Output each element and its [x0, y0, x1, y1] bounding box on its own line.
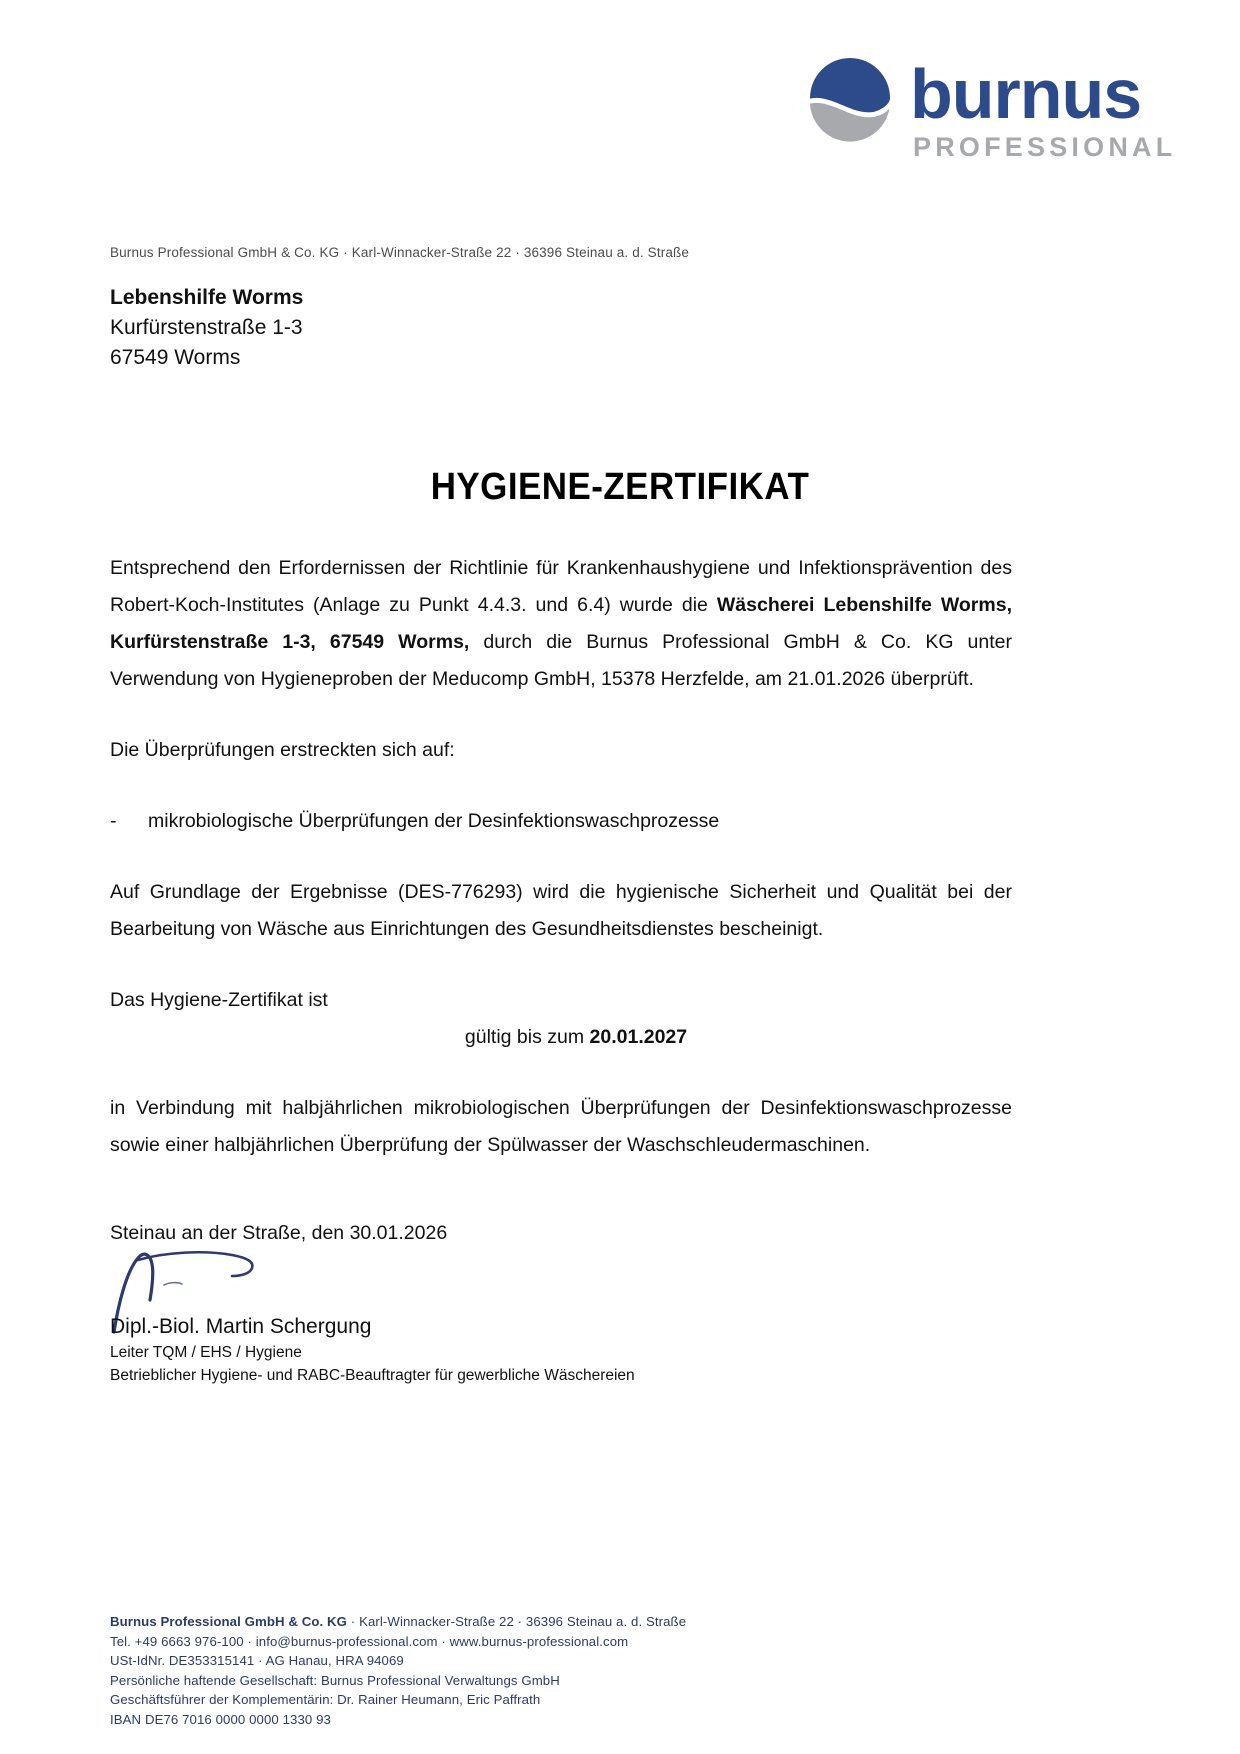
- footer-line-company: [110, 1612, 686, 1632]
- scope-list-item: [110, 803, 1012, 840]
- place-and-date: Steinau an der Straße, den 30.01.2026: [110, 1222, 448, 1244]
- paragraph-conditions: in Verbindung mit halbjährlichen mikrobiologischen Überprüfungen der Desinfektionswaschprozesse sowie einer halbjährlichen Überprüfung der Spülwasser der Waschschleudermaschinen.: [110, 1097, 1012, 1156]
- laundry-name-bold: Wäscherei Lebenshilfe Worms, Kurfürstenstraße 1-3, 67549 Worms,: [110, 594, 1012, 653]
- document-body: [110, 550, 1012, 1164]
- bullet-marker: -: [110, 810, 117, 832]
- paragraph-validity-lead: Das Hygiene-Zertifikat ist: [110, 989, 328, 1011]
- footer-company-address: · Karl-Winnacker-Straße 22 · 36396 Steinau a. d. Straße: [347, 1614, 687, 1629]
- spacer: [110, 948, 1012, 982]
- recipient-city: 67549 Worms: [110, 346, 241, 369]
- burnus-wave-circle-logo: [798, 52, 1188, 170]
- validity-prefix: gültig bis zum: [464, 1026, 590, 1048]
- spacer: [110, 1056, 1012, 1090]
- footer-line-vat: USt-IdNr. DE353315141 · AG Hanau, HRA 94069: [110, 1653, 404, 1668]
- scope-list-item-label: mikrobiologische Überprüfungen der Desinfektionswaschprozesse: [148, 810, 720, 832]
- validity-date: 20.01.2027: [589, 1026, 688, 1048]
- paragraph-scope-heading: Die Überprüfungen erstreckten sich auf:: [110, 739, 455, 761]
- validity-line: [110, 1019, 1012, 1056]
- spacer: [110, 698, 1012, 732]
- svg-text:PROFESSIONAL: PROFESSIONAL: [913, 132, 1177, 162]
- footer-line-iban: IBAN DE76 7016 0000 0000 1330 93: [110, 1711, 331, 1727]
- footer-line-management: Geschäftsführer der Komplementärin: Dr. Rainer Heumann, Eric Paffrath: [110, 1692, 541, 1707]
- signer-name: Dipl.-Biol. Martin Schergung: [110, 1315, 372, 1338]
- svg-text:burnus: burnus: [910, 55, 1142, 133]
- spacer: [110, 769, 1012, 803]
- sender-return-address: Burnus Professional GmbH & Co. KG · Karl-Winnacker-Straße 22 · 36396 Steinau a. d. Straße: [110, 245, 690, 260]
- page-title: HYGIENE-ZERTIFIKAT: [430, 466, 810, 508]
- intro-text-part2: durch die Burnus Professional GmbH & Co. KG unter Verwendung von Hygieneproben der Meducomp GmbH, 15378 Herzfelde, am 21.01.2026 überprüft.: [110, 631, 1013, 690]
- signer-block: [110, 1313, 635, 1387]
- recipient-street: Kurfürstenstraße 1-3: [110, 316, 303, 339]
- recipient-name: Lebenshilfe Worms: [110, 286, 304, 309]
- paragraph-intro: [110, 550, 1012, 698]
- spacer: [110, 840, 1012, 874]
- intro-text-part1: Entsprechend den Erfordernissen der Richtlinie für Krankenhaushygiene und Infektionsprävention des Robert-Koch-Institutes (Anlage zu Punkt 4.4.3. und 6.4) wurde die: [110, 557, 1012, 616]
- recipient-address-block: [110, 283, 303, 373]
- signer-role-secondary: Betrieblicher Hygiene- und RABC-Beauftragter für gewerbliche Wäschereien: [110, 1367, 635, 1384]
- footer-company-name: Burnus Professional GmbH & Co. KG: [110, 1614, 348, 1629]
- signer-role-primary: Leiter TQM / EHS / Hygiene: [110, 1344, 302, 1361]
- footer-line-liability: Persönliche haftende Gesellschaft: Burnus Professional Verwaltungs GmbH: [110, 1672, 560, 1688]
- company-footer: [110, 1612, 686, 1729]
- paragraph-results: Auf Grundlage der Ergebnisse (DES-776293) wird die hygienische Sicherheit und Qualität bei der Bearbeitung von Wäsche aus Einrichtungen des Gesundheitsdienstes bescheinigt.: [110, 881, 1012, 940]
- burnus-professional-logo: [798, 52, 1188, 170]
- footer-line-contact: Tel. +49 6663 976-100 · info@burnus-professional.com · www.burnus-professional.com: [110, 1633, 629, 1649]
